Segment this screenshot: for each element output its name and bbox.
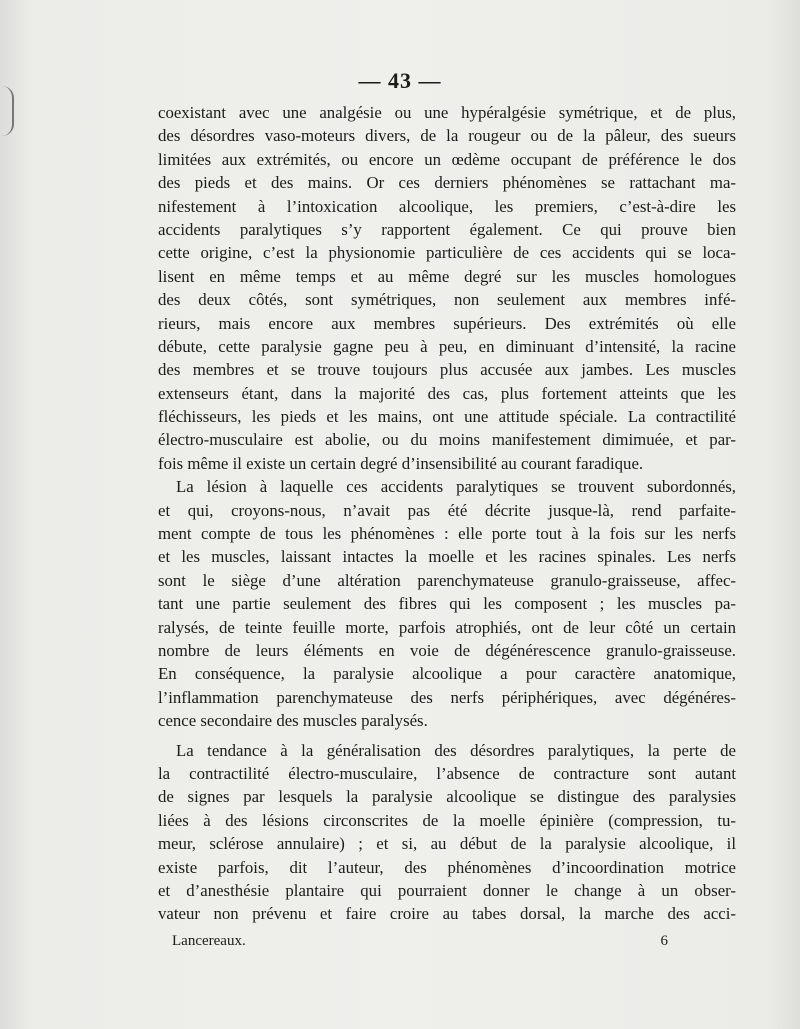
- page-footer: [172, 933, 668, 950]
- text-line: cence secondaire des muscles paralysés.: [158, 711, 428, 731]
- text-line: des deux côtés, sont symétriques, non seulement aux membres infé-: [158, 290, 736, 310]
- text-line: tant une partie seulement des fibres qui les composent ; les muscles pa-: [158, 594, 736, 614]
- text-line: sont le siège d’une altération parenchymateuse granulo-graisseuse, affec-: [158, 570, 736, 590]
- text-line: des membres et se trouve toujours plus accusée aux jambes. Les muscles: [158, 360, 736, 380]
- text-line: et qui, croyons-nous, n’avait pas été décrite jusque-là, rend parfaite-: [158, 500, 736, 520]
- text-line: ralysés, de teinte feuille morte, parfois atrophiés, ont de leur côté un certain: [158, 617, 736, 637]
- body-text: [158, 101, 736, 926]
- text-line: des pieds et des mains. Or ces derniers phénomènes se rattachant ma-: [158, 173, 736, 193]
- text-line: fois même il existe un certain degré d’insensibilité au courant faradique.: [158, 453, 644, 473]
- page-number: — 43 —: [358, 68, 442, 93]
- text-line: nombre de leurs éléments en voie de dégénérescence granulo-graisseuse.: [158, 640, 736, 660]
- text-line: l’inflammation parenchymateuse des nerfs périphériques, avec dégénéres-: [158, 687, 736, 707]
- text-line: ment compte de tous les phénomènes : elle porte tout à la fois sur les nerfs: [158, 524, 736, 544]
- text-line: et d’anesthésie plantaire qui pourraient donner le change à un obser-: [158, 880, 736, 900]
- text-line: la contractilité électro-musculaire, l’absence de contracture sont autant: [158, 763, 736, 783]
- text-line: vateur non prévenu et faire croire au tabes dorsal, la marche des acci-: [158, 904, 736, 924]
- text-line: La tendance à la généralisation des désordres paralytiques, la perte de: [176, 740, 736, 760]
- text-line: accidents paralytiques s’y rapportent également. Ce qui prouve bien: [158, 219, 736, 239]
- text-line: de signes par lesquels la paralysie alcoolique se distingue des paralysies: [158, 787, 736, 807]
- text-line: meur, sclérose annulaire) ; et si, au début de la paralysie alcoolique, il: [158, 834, 736, 854]
- paragraph: [158, 101, 736, 475]
- text-line: nifestement à l’intoxication alcoolique, les premiers, c’est-à-dire les: [158, 196, 736, 216]
- text-line: liées à des lésions circonscrites de la moelle épinière (compression, tu-: [158, 810, 736, 830]
- text-line: débute, cette paralysie gagne peu à peu, en diminuant d’intensité, la racine: [158, 336, 736, 356]
- text-line: La lésion à laquelle ces accidents paralytiques se trouvent subordonnés,: [176, 477, 736, 497]
- text-line: existe parfois, dit l’auteur, des phénomènes d’incoordination motrice: [158, 857, 736, 877]
- footer-signature-mark: 6: [660, 933, 668, 949]
- text-line: limitées aux extrémités, ou encore un œdème occupant de préférence le dos: [158, 149, 736, 169]
- text-line: cette origine, c’est la physionomie particulière de ces accidents qui se loca-: [158, 243, 736, 263]
- text-line: fléchisseurs, les pieds et les mains, ont une attitude spéciale. La contractilité: [158, 407, 736, 427]
- paragraph: [158, 739, 736, 926]
- text-line: En conséquence, la paralysie alcoolique a pour caractère anatomique,: [158, 664, 736, 684]
- text-line: rieurs, mais encore aux membres supérieurs. Des extrémités où elle: [158, 313, 736, 333]
- text-line: extenseurs étant, dans la majorité des cas, plus fortement atteints que les: [158, 383, 736, 403]
- text-line: et les muscles, laissant intactes la moelle et les racines spinales. Les nerfs: [158, 547, 736, 567]
- text-line: électro-musculaire est abolie, ou du moins manifestement dimimuée, et par-: [158, 430, 736, 450]
- text-line: des désordres vaso-moteurs divers, de la rougeur ou de la pâleur, des sueurs: [158, 126, 736, 146]
- footer-author: Lancereaux.: [172, 933, 246, 949]
- text-line: coexistant avec une analgésie ou une hypéralgésie symétrique, et de plus,: [158, 103, 736, 122]
- text-line: lisent en même temps et au même degré sur les muscles homologues: [158, 266, 736, 286]
- paragraph: [158, 475, 736, 732]
